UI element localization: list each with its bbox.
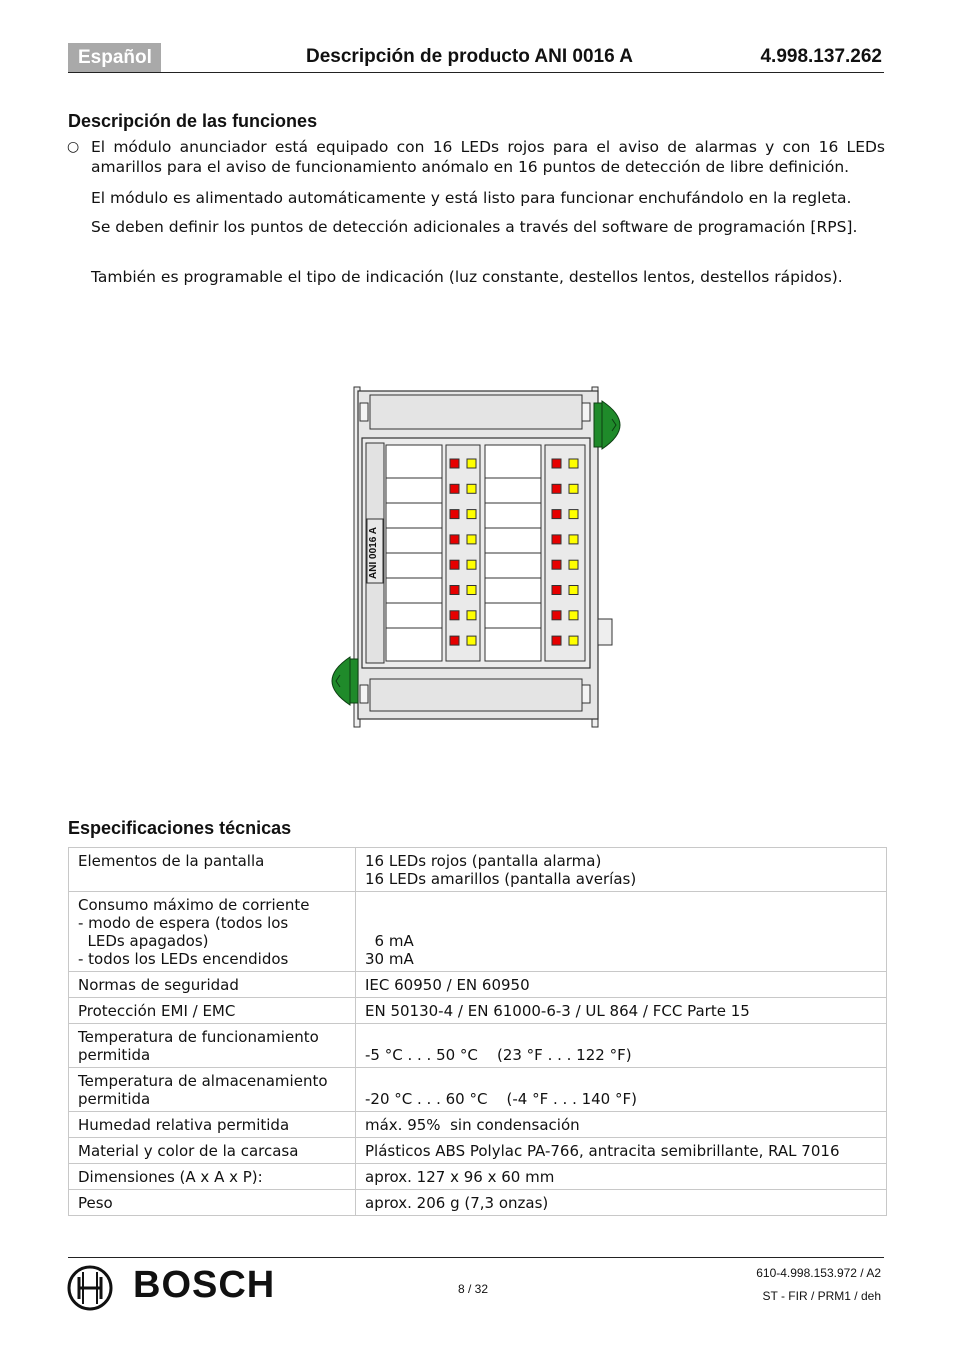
top-clip-icon xyxy=(594,401,620,449)
spec-row xyxy=(69,1024,887,1068)
red-led xyxy=(450,459,459,468)
spec-value xyxy=(356,848,887,892)
spec-row xyxy=(69,1068,887,1112)
spec-value xyxy=(356,1138,887,1164)
spec-row xyxy=(69,1164,887,1190)
spec-value-line: 6 mA xyxy=(365,932,414,950)
paragraph-indication: También es programable el tipo de indicación (luz constante, destellos lentos, destellos rápidos). xyxy=(91,268,843,286)
spec-value-line: aprox. 127 x 96 x 60 mm xyxy=(365,1168,555,1186)
red-led xyxy=(450,484,459,493)
footer-department: ST - FIR / PRM1 / deh xyxy=(762,1289,881,1303)
yellow-led xyxy=(569,636,578,645)
spec-label-line: Dimensiones (A x A x P): xyxy=(78,1168,263,1186)
spec-label-line: Peso xyxy=(78,1194,113,1212)
spec-label xyxy=(69,848,356,892)
spec-value xyxy=(356,892,887,972)
spec-label xyxy=(69,1164,356,1190)
spec-label xyxy=(69,1024,356,1068)
spec-label-line: Protección EMI / EMC xyxy=(78,1002,236,1020)
spec-value xyxy=(356,1068,887,1112)
footer-divider xyxy=(68,1257,884,1258)
spec-value-line: -20 °C . . . 60 °C (-4 °F . . . 140 °F) xyxy=(365,1090,637,1108)
yellow-led xyxy=(569,484,578,493)
specs-heading: Especificaciones técnicas xyxy=(68,818,292,838)
module-label: ANI 0016 A xyxy=(368,527,379,579)
spec-value-line xyxy=(365,914,877,932)
red-led xyxy=(450,510,459,519)
yellow-led xyxy=(569,535,578,544)
red-led xyxy=(552,484,561,493)
red-led xyxy=(552,459,561,468)
spec-label-line: - modo de espera (todos los xyxy=(78,914,289,932)
document-number: 4.998.137.262 xyxy=(760,46,882,67)
yellow-led xyxy=(569,510,578,519)
spec-value-line xyxy=(365,1072,877,1090)
yellow-led xyxy=(467,586,476,595)
red-led xyxy=(552,510,561,519)
spec-label-line: Elementos de la pantalla xyxy=(78,852,265,870)
yellow-led xyxy=(467,611,476,620)
spec-label xyxy=(69,892,356,972)
spec-label xyxy=(69,998,356,1024)
red-led xyxy=(450,611,459,620)
spec-label-line: Temperatura de almacenamiento xyxy=(78,1072,328,1090)
spec-value-line: EN 50130-4 / EN 61000-6-3 / UL 864 / FCC Parte 15 xyxy=(365,1002,750,1020)
header-divider xyxy=(68,72,884,73)
red-led xyxy=(552,611,561,620)
yellow-led xyxy=(467,560,476,569)
spec-label xyxy=(69,1190,356,1216)
bosch-logo-text: BOSCH xyxy=(133,1264,276,1306)
spec-value xyxy=(356,972,887,998)
spec-label-line: - todos los LEDs encendidos xyxy=(78,950,289,968)
bosch-armature-icon xyxy=(67,1265,113,1311)
spec-value xyxy=(356,998,887,1024)
spec-label-line: permitida xyxy=(78,1046,151,1064)
red-led xyxy=(450,535,459,544)
spec-value xyxy=(356,1164,887,1190)
spec-value-line: 16 LEDs rojos (pantalla alarma) xyxy=(365,852,602,870)
spec-table xyxy=(68,847,887,1216)
spec-value-line: 16 LEDs amarillos (pantalla averías) xyxy=(365,870,637,888)
paragraph-power: El módulo es alimentado automáticamente y está listo para funcionar enchufándolo en la regleta. xyxy=(91,189,852,207)
spec-row xyxy=(69,998,887,1024)
yellow-led xyxy=(569,459,578,468)
red-led xyxy=(552,636,561,645)
spec-row xyxy=(69,1112,887,1138)
spec-row xyxy=(69,848,887,892)
bullet-icon: ○ xyxy=(67,139,80,155)
spec-label xyxy=(69,1068,356,1112)
spec-label-line: Temperatura de funcionamiento xyxy=(78,1028,319,1046)
spec-label xyxy=(69,1138,356,1164)
spec-value xyxy=(356,1190,887,1216)
spec-value xyxy=(356,1112,887,1138)
yellow-led xyxy=(569,611,578,620)
paragraph-leds: El módulo anunciador está equipado con 16 LEDs rojos para el aviso de alarmas y con 16 LEDs amarillos para el aviso de funcionamiento anómalo en 16 puntos de detección de libre definición. xyxy=(91,138,885,176)
spec-label-line: Normas de seguridad xyxy=(78,976,239,994)
language-tab: Español xyxy=(68,43,161,72)
spec-value xyxy=(356,1024,887,1068)
spec-row xyxy=(69,1190,887,1216)
spec-label xyxy=(69,972,356,998)
spec-value-line: 30 mA xyxy=(365,950,414,968)
spec-label xyxy=(69,1112,356,1138)
spec-row xyxy=(69,972,887,998)
yellow-led xyxy=(467,484,476,493)
spec-label-line: Material y color de la carcasa xyxy=(78,1142,299,1160)
spec-value-line: -5 °C . . . 50 °C (23 °F . . . 122 °F) xyxy=(365,1046,632,1064)
bottom-clip-icon xyxy=(332,657,358,705)
spec-label-line: Humedad relativa permitida xyxy=(78,1116,290,1134)
spec-row xyxy=(69,892,887,972)
red-led xyxy=(552,560,561,569)
document-title: Descripción de producto ANI 0016 A xyxy=(306,46,633,67)
red-led xyxy=(450,636,459,645)
yellow-led xyxy=(467,510,476,519)
spec-value-line xyxy=(365,896,877,914)
spec-label-line: Consumo máximo de corriente xyxy=(78,896,310,914)
spec-value-line: aprox. 206 g (7,3 onzas) xyxy=(365,1194,549,1212)
paragraph-rps: Se deben definir los puntos de detección adicionales a través del software de programación [RPS]. xyxy=(91,218,858,236)
spec-label-line: LEDs apagados) xyxy=(78,932,209,950)
spec-label-line: permitida xyxy=(78,1090,151,1108)
functions-heading: Descripción de las funciones xyxy=(68,111,318,131)
red-led xyxy=(552,535,561,544)
spec-row xyxy=(69,1138,887,1164)
spec-value-line xyxy=(365,1028,877,1046)
yellow-led xyxy=(569,560,578,569)
spec-value-line: Plásticos ABS Polylac PA-766, antracita semibrillante, RAL 7016 xyxy=(365,1142,840,1160)
yellow-led xyxy=(569,586,578,595)
yellow-led xyxy=(467,459,476,468)
red-led xyxy=(450,560,459,569)
red-led xyxy=(552,586,561,595)
spec-value-line: máx. 95% sin condensación xyxy=(365,1116,580,1134)
spec-value-line: IEC 60950 / EN 60950 xyxy=(365,976,530,994)
red-led xyxy=(450,586,459,595)
yellow-led xyxy=(467,535,476,544)
yellow-led xyxy=(467,636,476,645)
page-number: 8 / 32 xyxy=(458,1282,489,1296)
footer-doc-ref: 610-4.998.153.972 / A2 xyxy=(756,1266,881,1280)
